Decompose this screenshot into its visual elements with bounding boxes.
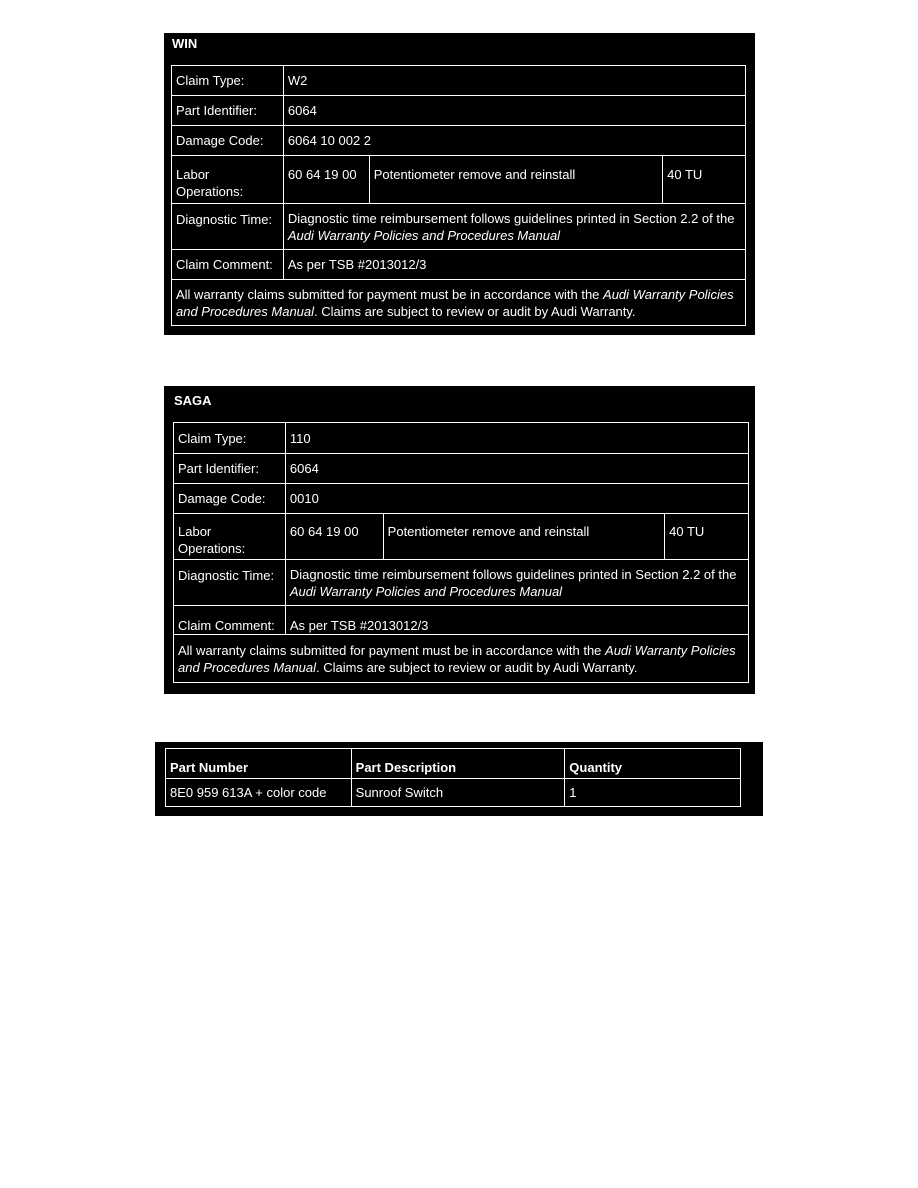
claim-type-label: Claim Type: bbox=[174, 423, 286, 454]
labor-operations-row bbox=[172, 156, 746, 204]
note-prefix: All warranty claims submitted for payment must be in accordance with the bbox=[178, 642, 602, 658]
parts-panel bbox=[155, 742, 763, 816]
claim-comment-row bbox=[172, 250, 746, 280]
diagnostic-manual: Audi Warranty Policies and Procedures Manual bbox=[289, 583, 563, 599]
claim-type-value: 110 bbox=[285, 423, 748, 454]
note-prefix: All warranty claims submitted for payment must be in accordance with the bbox=[176, 286, 600, 302]
labor-code: 60 64 19 00 bbox=[285, 514, 383, 560]
diagnostic-time-label: Diagnostic Time: bbox=[172, 204, 284, 250]
claim-type-value: W2 bbox=[283, 66, 745, 96]
diagnostic-text: Diagnostic time reimbursement follows guidelines printed in Section 2.2 of the bbox=[289, 566, 737, 582]
diagnostic-time-row bbox=[172, 204, 746, 250]
labor-description: Potentiometer remove and reinstall bbox=[369, 156, 662, 204]
claim-comment-label: Claim Comment: bbox=[174, 606, 286, 635]
warranty-note bbox=[174, 635, 749, 683]
claim-type-label: Claim Type: bbox=[172, 66, 284, 96]
part-identifier-value: 6064 bbox=[285, 454, 748, 484]
labor-description: Potentiometer remove and reinstall bbox=[383, 514, 664, 560]
table-row bbox=[166, 779, 741, 807]
part-identifier-label: Part Identifier: bbox=[174, 454, 286, 484]
part-identifier-row bbox=[174, 454, 749, 484]
saga-title: SAGA bbox=[174, 393, 212, 408]
part-identifier-label: Part Identifier: bbox=[172, 96, 284, 126]
damage-code-value: 6064 10 002 2 bbox=[283, 126, 745, 156]
claim-comment-value: As per TSB #2013012/3 bbox=[283, 250, 745, 280]
note-manual: Audi Warranty Policies and Procedures Manual bbox=[176, 286, 734, 319]
labor-time: 40 TU bbox=[665, 514, 749, 560]
diagnostic-time-label: Diagnostic Time: bbox=[174, 560, 286, 606]
diagnostic-text: Diagnostic time reimbursement follows guidelines printed in Section 2.2 of the bbox=[287, 210, 735, 226]
win-title: WIN bbox=[172, 36, 198, 51]
damage-code-label: Damage Code: bbox=[172, 126, 284, 156]
warranty-note-row bbox=[174, 635, 749, 683]
warranty-note bbox=[172, 280, 746, 326]
header-part-description: Part Description bbox=[351, 749, 565, 779]
saga-claim-table bbox=[173, 422, 749, 683]
warranty-note-row bbox=[172, 280, 746, 326]
quantity-cell: 1 bbox=[565, 779, 741, 807]
labor-time: 40 TU bbox=[663, 156, 746, 204]
labor-operations-row bbox=[174, 514, 749, 560]
diagnostic-time-value bbox=[283, 204, 745, 250]
saga-panel bbox=[164, 386, 755, 694]
note-suffix: . Claims are subject to review or audit by Audi Warranty. bbox=[314, 303, 636, 319]
damage-code-row bbox=[174, 484, 749, 514]
diagnostic-manual: Audi Warranty Policies and Procedures Manual bbox=[287, 227, 561, 243]
claim-comment-row bbox=[174, 606, 749, 635]
claim-type-row bbox=[174, 423, 749, 454]
header-part-number: Part Number bbox=[166, 749, 352, 779]
note-manual: Audi Warranty Policies and Procedures Manual bbox=[178, 642, 736, 675]
header-quantity: Quantity bbox=[565, 749, 741, 779]
part-identifier-value: 6064 bbox=[283, 96, 745, 126]
claim-type-row bbox=[172, 66, 746, 96]
labor-operations-label: Labor Operations: bbox=[174, 514, 286, 560]
parts-header-row bbox=[166, 749, 741, 779]
damage-code-label: Damage Code: bbox=[174, 484, 286, 514]
diagnostic-time-value bbox=[285, 560, 748, 606]
claim-comment-label: Claim Comment: bbox=[172, 250, 284, 280]
part-identifier-row bbox=[172, 96, 746, 126]
part-number-cell: 8E0 959 613A + color code bbox=[166, 779, 352, 807]
parts-table bbox=[165, 748, 741, 807]
claim-comment-value: As per TSB #2013012/3 bbox=[285, 606, 748, 635]
damage-code-row bbox=[172, 126, 746, 156]
labor-operations-label: Labor Operations: bbox=[172, 156, 284, 204]
part-description-cell: Sunroof Switch bbox=[351, 779, 565, 807]
win-panel bbox=[164, 33, 755, 335]
labor-code: 60 64 19 00 bbox=[283, 156, 369, 204]
diagnostic-time-row bbox=[174, 560, 749, 606]
damage-code-value: 0010 bbox=[285, 484, 748, 514]
win-claim-table bbox=[171, 65, 746, 326]
note-suffix: . Claims are subject to review or audit by Audi Warranty. bbox=[316, 659, 638, 675]
